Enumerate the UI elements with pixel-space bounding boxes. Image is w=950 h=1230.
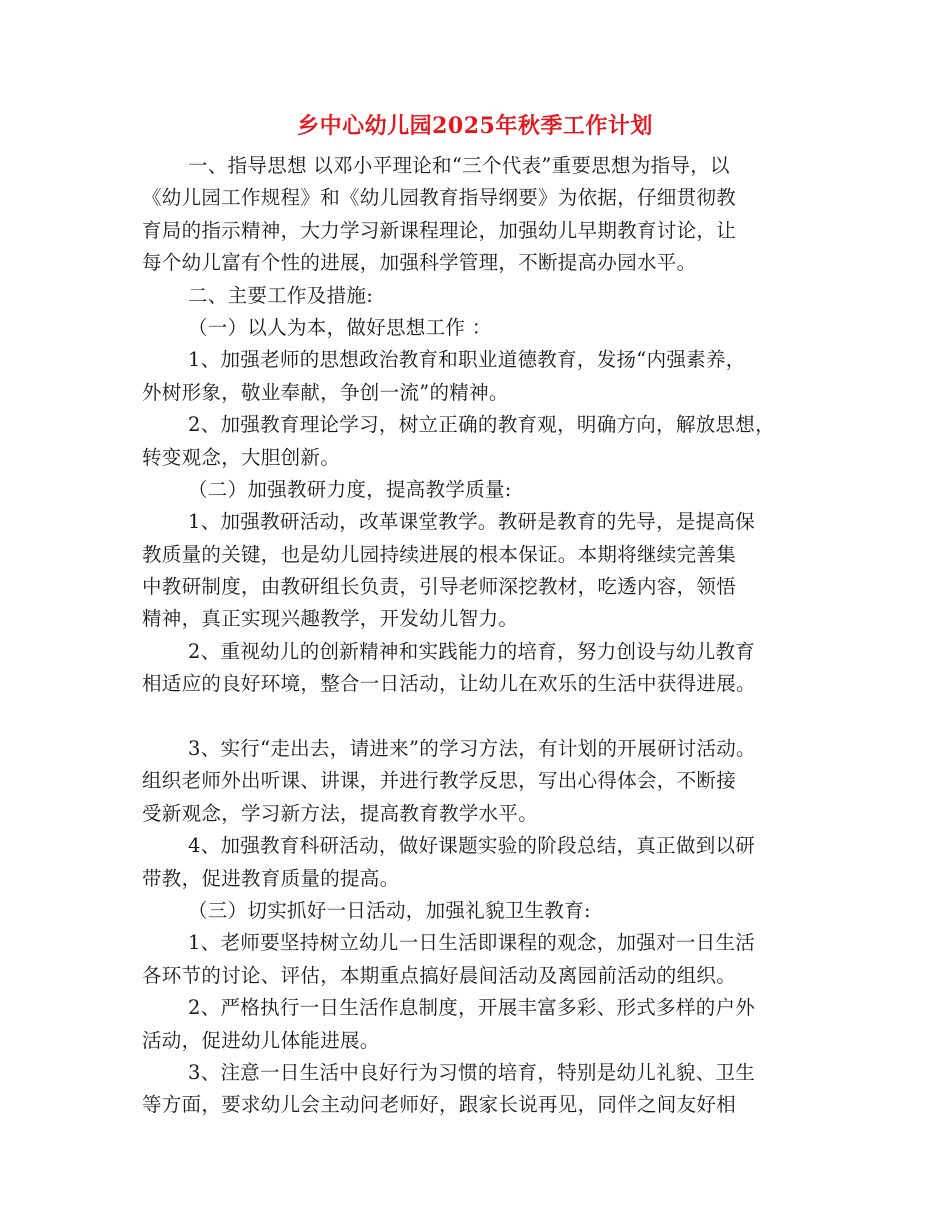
paragraph-line: 3、注意一日生活中良好行为习惯的培育，特别是幼儿礼貌、卫生 — [188, 1060, 756, 1084]
paragraph-line: 组织老师外出听课、讲课，并进行教学反思，写出心得体会，不断接 — [142, 769, 737, 793]
paragraph-line: 带教，促进教育质量的提高。 — [142, 866, 400, 890]
paragraph-line: 3、实行“走出去，请进来”的学习方法，有计划的开展研讨活动。 — [188, 737, 756, 761]
document-body — [142, 150, 812, 1122]
paragraph-line: 活动，促进幼儿体能进展。 — [142, 1028, 380, 1052]
paragraph-line: 中教研制度，由教研组长负责，引导老师深挖教材，吃透内容，领悟 — [142, 575, 737, 599]
subsection-heading: （三）切实抓好一日活动，加强礼貌卫生教育: — [188, 898, 591, 922]
blank-line — [142, 701, 812, 733]
paragraph-line: 1、加强教研活动，改革课堂教学。教研是教育的先导，是提高保 — [188, 510, 756, 534]
paragraph-line: 《幼儿园工作规程》和《幼儿园教育指导纲要》为依据，仔细贯彻教 — [142, 186, 737, 210]
paragraph-line: 精神，真正实现兴趣教学，开发幼儿智力。 — [142, 607, 519, 631]
paragraph-line: 2、加强教育理论学习，树立正确的教育观，明确方向，解放思想， — [188, 413, 775, 437]
paragraph-line: 育局的指示精神，大力学习新课程理论，加强幼儿早期教育讨论，让 — [142, 218, 737, 242]
paragraph-line: 1、加强老师的思想政治教育和职业道德教育，发扬“内强素养， — [188, 348, 746, 372]
paragraph-line: 2、重视幼儿的创新精神和实践能力的培育，努力创设与幼儿教育 — [188, 639, 756, 663]
subsection-heading: （一）以人为本，做好思想工作 ： — [188, 315, 492, 339]
paragraph-line: 相适应的良好环境，整合一日活动，让幼儿在欢乐的生活中获得进展。 — [142, 672, 756, 696]
paragraph-line: 每个幼儿富有个性的进展，加强科学管理，不断提高办园水平。 — [142, 251, 697, 275]
paragraph-line: 转变观念，大胆创新。 — [142, 445, 341, 469]
paragraph-line: 一、指导思想 以邓小平理论和“三个代表”重要思想为指导，以 — [188, 154, 730, 177]
paragraph-line: 各环节的讨论、评估，本期重点搞好晨间活动及离园前活动的组织。 — [142, 963, 737, 987]
paragraph-line: 等方面，要求幼儿会主动问老师好，跟家长说再见，同伴之间友好相 — [142, 1093, 737, 1117]
paragraph-line: 受新观念，学习新方法，提高教育教学水平。 — [142, 801, 539, 825]
section-heading: 二、主要工作及措施: — [188, 283, 374, 307]
subsection-heading: （二）加强教研力度，提高教学质量: — [188, 477, 512, 501]
paragraph-line: 教质量的关键，也是幼儿园持续进展的根本保证。本期将继续完善集 — [142, 542, 737, 566]
paragraph-line: 4、加强教育科研活动，做好课题实验的阶段总结，真正做到以研 — [188, 834, 756, 858]
paragraph-line: 1、老师要坚持树立幼儿一日生活即课程的观念，加强对一日生活 — [188, 931, 756, 955]
paragraph-line: 外树形象，敬业奉献，争创一流”的精神。 — [142, 380, 509, 404]
document-title: 乡中心幼儿园2025年秋季工作计划 — [297, 113, 653, 139]
paragraph-line: 2、严格执行一日生活作息制度，开展丰富多彩、形式多样的户外 — [188, 996, 756, 1020]
